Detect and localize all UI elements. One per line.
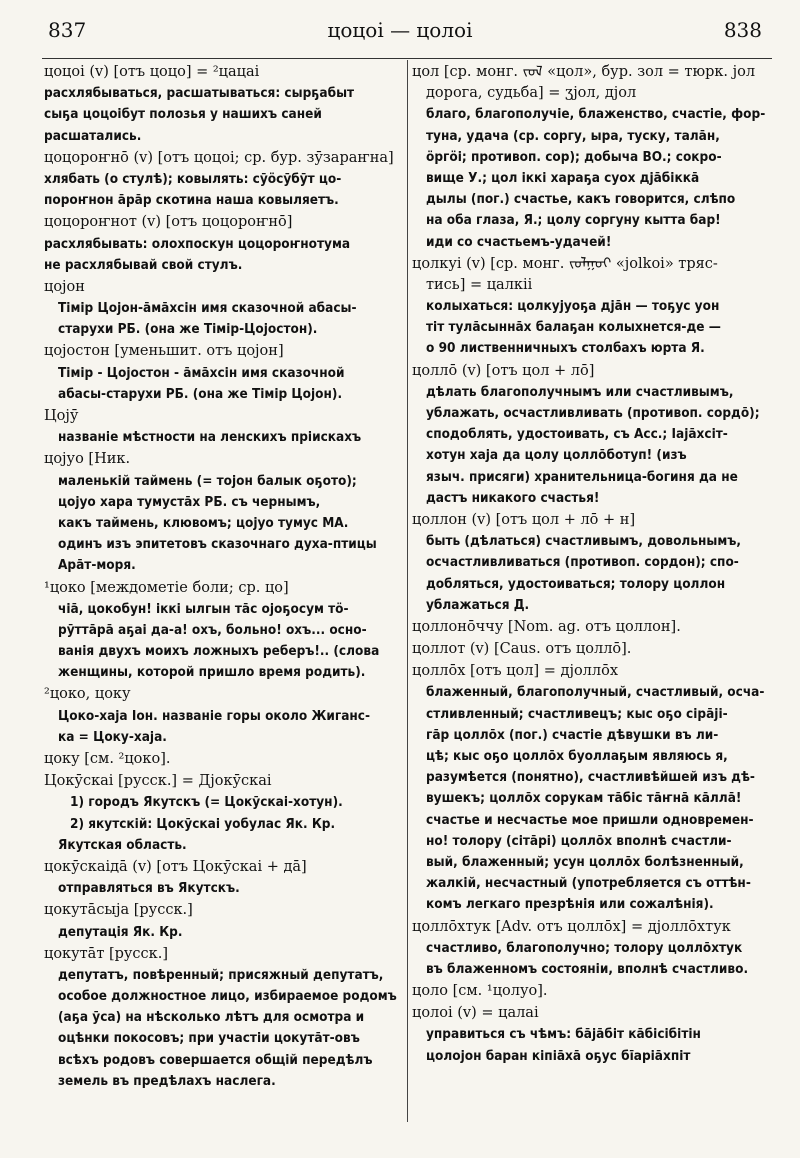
entry-definition-line: депутатъ, повѣренный; присяжный депутатъ, [58, 966, 384, 983]
entry-definition-line: хлябать (о стулѣ); ковылять: сӯӧсӯбӯт цо- [44, 170, 342, 187]
entry-definition-line: жалкій, несчастный (употребляется съ оттѣн- [426, 875, 751, 892]
dictionary-entry [412, 62, 768, 253]
entry-definition-line: дорога, судьба] = ӡјол, дјол [426, 85, 637, 102]
entry-definition-line: счастье и несчастье мое пришли одновремен- [426, 811, 754, 828]
entry-definition-line: дылы (пог.) счастье, какъ говорится, слѣпо [426, 191, 736, 208]
dictionary-entry [44, 62, 402, 147]
entry-definition-line: оцѣнки покосовъ; при участіи цокутāт-овъ [58, 1030, 360, 1047]
entry-headword-line: цокӯскаідā (v) [отъ Цокӯскаі + дā] [44, 858, 307, 875]
entry-definition-line: расхлябывать: олохпоскун цоцороҥнотума [44, 235, 351, 252]
dictionary-entry [412, 639, 768, 660]
entry-definition-line: отправляться въ Якутскъ. [58, 880, 240, 897]
page-number-left: 837 [48, 18, 87, 42]
entry-definition-line: стливленный; счастливецъ; кыс оҕо сірāјі- [426, 705, 728, 722]
entry-definition-line: расшатались. [44, 127, 142, 144]
entry-definition-line: Тімір Цојон-āмāхсін имя сказочной абасы- [58, 300, 357, 317]
entry-definition-line: но! толору (сітāрі) цоллōх вполнѣ счастли- [426, 832, 732, 849]
entry-definition-line: управиться съ чѣмъ: бāјāбіт кāбісібітін [426, 1026, 701, 1043]
entry-headword-line: Цојӯ [44, 408, 79, 424]
dictionary-entry [412, 617, 768, 638]
dictionary-entry [44, 212, 402, 276]
right-column [412, 62, 768, 1122]
entry-definition-line: дастъ никакого счастья! [426, 489, 600, 506]
entry-definition-line: пороҥнон āрāр скотина наша ковыляетъ. [44, 192, 339, 209]
entry-definition-line: блаженный, благополучный, счастливый, осча- [426, 684, 765, 701]
dictionary-entry [44, 578, 402, 684]
entry-definition-line: комъ легкаго презрѣнія или сожалѣнія). [426, 896, 714, 913]
entry-definition-line: расхлябываться, расшатываться: сырҕабыт [44, 85, 355, 102]
dictionary-entry [44, 944, 402, 1092]
entry-definition-line: (аҕа ӯса) на нѣсколько лѣтъ для осмотра и [58, 1009, 365, 1026]
dictionary-entry [44, 771, 402, 856]
dictionary-entry [412, 510, 768, 616]
dictionary-entry [44, 900, 402, 942]
entry-definition-line: быть (дѣлаться) счастливымъ, довольнымъ, [426, 533, 742, 550]
entry-definition-line: вый, блаженный; усун цоллōх болѣзненный, [426, 853, 744, 870]
column-divider [407, 60, 408, 1122]
dictionary-entry [44, 684, 402, 748]
entry-definition-line: цѣ; кыс оҕо цоллōх буоллаҕым являюсь я, [426, 748, 728, 764]
entry-definition-line: цолојон баран кіпіāхā оҕус бīаріāхпіт [426, 1047, 691, 1064]
entry-definition-line: цојуо хара тумустāх РБ. съ чернымъ, [58, 493, 321, 510]
entry-headword-line: цоллō (v) [отъ цол + лō] [412, 362, 595, 379]
entry-definition-line: благо, благополучіе, блаженство, счастіе, фор- [426, 106, 766, 123]
dictionary-entry [412, 917, 768, 981]
entry-definition-line: тіт тулāсыннāх балаҕан колыхнется-де — [426, 319, 721, 336]
entry-definition-line: ка = Цоку-хаја. [58, 728, 167, 745]
entry-headword-line: цоцороҥнот (v) [отъ цоцороҥнō] [44, 214, 293, 231]
entry-definition-line: языч. присяги) хранительница-богиня да не [426, 468, 738, 485]
entry-definition-line: женщины, которой пришло время родить). [58, 664, 366, 681]
entry-headword-line: цоку [см. ²цоко]. [44, 751, 171, 767]
entry-definition-line: счастливо, благополучно; толору цоллōхтук [426, 939, 743, 956]
entry-definition-line: колыхаться: цолкујуоҕа дјāн — тоҕус уон [426, 298, 720, 315]
dictionary-entry [44, 449, 402, 576]
entry-definition-line: туна, удача (ср. соргу, ыра, туску, талāн, [426, 127, 720, 144]
entry-headword-line: цоло [см. ¹цолуо]. [412, 983, 548, 1000]
entry-definition-line: сподоблять, удостоивать, съ Acc.; Іајāхсіт- [426, 426, 728, 443]
entry-definition-line: осчастливливаться (противоп. сордон); спо- [426, 554, 739, 571]
entry-headword-line: цол [ср. монг. ᠵᠣᠯ «цол», бур. зол = тюрк. јол [412, 64, 756, 80]
page-header [0, 14, 800, 44]
entry-definition-line: сыҕа цоцоібут полозья у нашихъ саней [44, 106, 322, 123]
entry-definition-line: ублажаться Д. [426, 596, 530, 613]
entry-definition-line: чіā, цокобун! іккі ылгын тāс ојоҕосум тӧ- [58, 600, 349, 617]
page-number-right: 838 [723, 18, 762, 42]
entry-headword-line: цокутāсыја [русск.] [44, 902, 193, 919]
dictionary-entry [44, 406, 402, 448]
entry-definition-line: 1) городъ Якутскъ (= Цокӯскаі-хотун). [70, 794, 343, 811]
left-column [44, 62, 402, 1122]
entry-definition-line: гāр цоллōх (пог.) счастіе дѣвушки въ ли- [426, 726, 719, 743]
entry-headword-line: цолоі (v) = цалаі [412, 1005, 539, 1022]
entry-definition-line: маленькій таймень (= тојон балык оҕото); [58, 472, 357, 489]
dictionary-entry [412, 254, 768, 360]
entry-definition-line: всѣхъ родовъ совершается общій передѣлъ [58, 1051, 373, 1068]
entry-headword-line: цокутāт [русск.] [44, 945, 168, 962]
dictionary-entry [412, 981, 768, 1002]
entry-definition-line: депутація Як. Кр. [58, 923, 183, 940]
entry-definition-line: хотун хаја да цолу цоллōботуп! (изъ [426, 447, 687, 464]
entry-definition-line: въ блаженномъ состояніи, вполнѣ счастливо. [426, 960, 749, 977]
entry-headword-line: цојон [44, 278, 85, 295]
entry-headword-line: цоллонōччу [Nom. ag. отъ цоллон]. [412, 618, 681, 635]
entry-definition-line: вушекъ; цоллōх сорукам тāбіс тāҥнā кāллā! [426, 790, 742, 807]
running-head: цоцоі — цолоі [327, 18, 473, 42]
entry-definition-line: рӯттāрā аҕаі да-а! охъ, больно! охъ... осно- [58, 621, 367, 638]
entry-definition-line: Арāт-моря. [58, 557, 136, 574]
entry-definition-line: вище У.; цол іккі хараҕа суох дјāбіккā [426, 169, 700, 186]
entry-headword-line: цоллот (v) [Caus. отъ цоллō]. [412, 641, 632, 658]
entry-definition-line: Тімір - Цојостон - āмāхсін имя сказочной [58, 364, 345, 381]
entry-headword-line: цолкуі (v) [ср. монг. ᠵᠣᠯᠭᠣᠢ «јolkoi» тряс- [412, 255, 718, 272]
dictionary-entry [412, 661, 768, 915]
header-rule [42, 58, 772, 59]
entry-definition-line: не расхлябывай свой стулъ. [44, 256, 243, 273]
entry-headword-line: ²цоко, цоку [44, 686, 131, 703]
entry-headword-line: цоллōх [отъ цол] = дјоллōх [412, 663, 619, 680]
entry-definition-line: добляться, удостоиваться; толору цоллон [426, 575, 726, 592]
entry-definition-line: особое должностное лицо, избираемое родомъ [58, 988, 397, 1005]
entry-headword-line: цоллон (v) [отъ цол + лō + н] [412, 511, 636, 528]
entry-definition-line: на оба глаза, Я.; цолу соргуну кытта бар! [426, 212, 721, 229]
entry-headword-line: цоцоі (v) [отъ цоцо] = ²цацаі [44, 64, 260, 80]
entry-definition-line: ванія двухъ моихъ ложныхъ реберъ!.. (слова [58, 643, 380, 660]
entry-definition-line: Цоко-хаја Іон. названіе горы около Жиганс- [58, 707, 371, 724]
entry-definition-line: дѣлать благополучнымъ или счастливымъ, [426, 383, 734, 400]
entry-headword-line: цоцороҥнō (v) [отъ цоцоі; ср. бур. зӯзараҥна] [44, 149, 394, 166]
entry-definition-line: какъ таймень, клювомъ; цојуо тумус МА. [58, 514, 349, 531]
entry-definition-line: земель въ предѣлахъ наслега. [58, 1072, 276, 1089]
entry-definition-line: названіе мѣстности на ленскихъ пріискахъ [58, 429, 362, 446]
entry-definition-line: разумѣется (понятно), счастливѣйшей изъ дѣ- [426, 769, 755, 786]
entry-definition-line: иди со счастьемъ-удачей! [426, 233, 612, 250]
entry-definition-line: ублажать, осчастливливать (противоп. сордō); [426, 405, 760, 421]
dictionary-entry [44, 341, 402, 405]
dictionary-entry [412, 1003, 768, 1067]
dictionary-entry [44, 148, 402, 212]
entry-definition-line: абасы-старухи РБ. (она же Тімір Цојон). [58, 385, 343, 402]
dictionary-entry [44, 749, 402, 770]
dictionary-entry [44, 277, 402, 341]
entry-definition-line: одинъ изъ эпитетовъ сказочнаго духа-птицы [58, 536, 377, 553]
entry-definition-line: 2) якутскій: Цокӯскаі уобулас Як. Кр. [70, 815, 336, 832]
entry-definition-line: ӧргӧі; противоп. сор); добыча ВО.; сокро- [426, 148, 722, 165]
entry-definition-line: тись] = цалкіі [426, 276, 533, 293]
entry-definition-line: о 90 лиственничныхъ столбахъ юрта Я. [426, 340, 705, 357]
entry-headword-line: цоллōхтук [Adv. отъ цоллōх] = дјоллōхтук [412, 918, 731, 935]
dictionary-entry [44, 857, 402, 899]
dictionary-entry [412, 361, 768, 509]
entry-headword-line: Цокӯскаі [русск.] = Дјокӯскаі [44, 773, 272, 790]
entry-headword-line: цојуо [Ник. [44, 451, 131, 468]
entry-definition-line: Якутская область. [58, 836, 187, 853]
entry-headword-line: цојостон [уменьшит. отъ цојон] [44, 343, 284, 360]
entry-definition-line: старухи РБ. (она же Тімір-Цојостон). [58, 321, 318, 338]
entry-headword-line: ¹цоко [междометіе боли; ср. цо] [44, 579, 289, 596]
